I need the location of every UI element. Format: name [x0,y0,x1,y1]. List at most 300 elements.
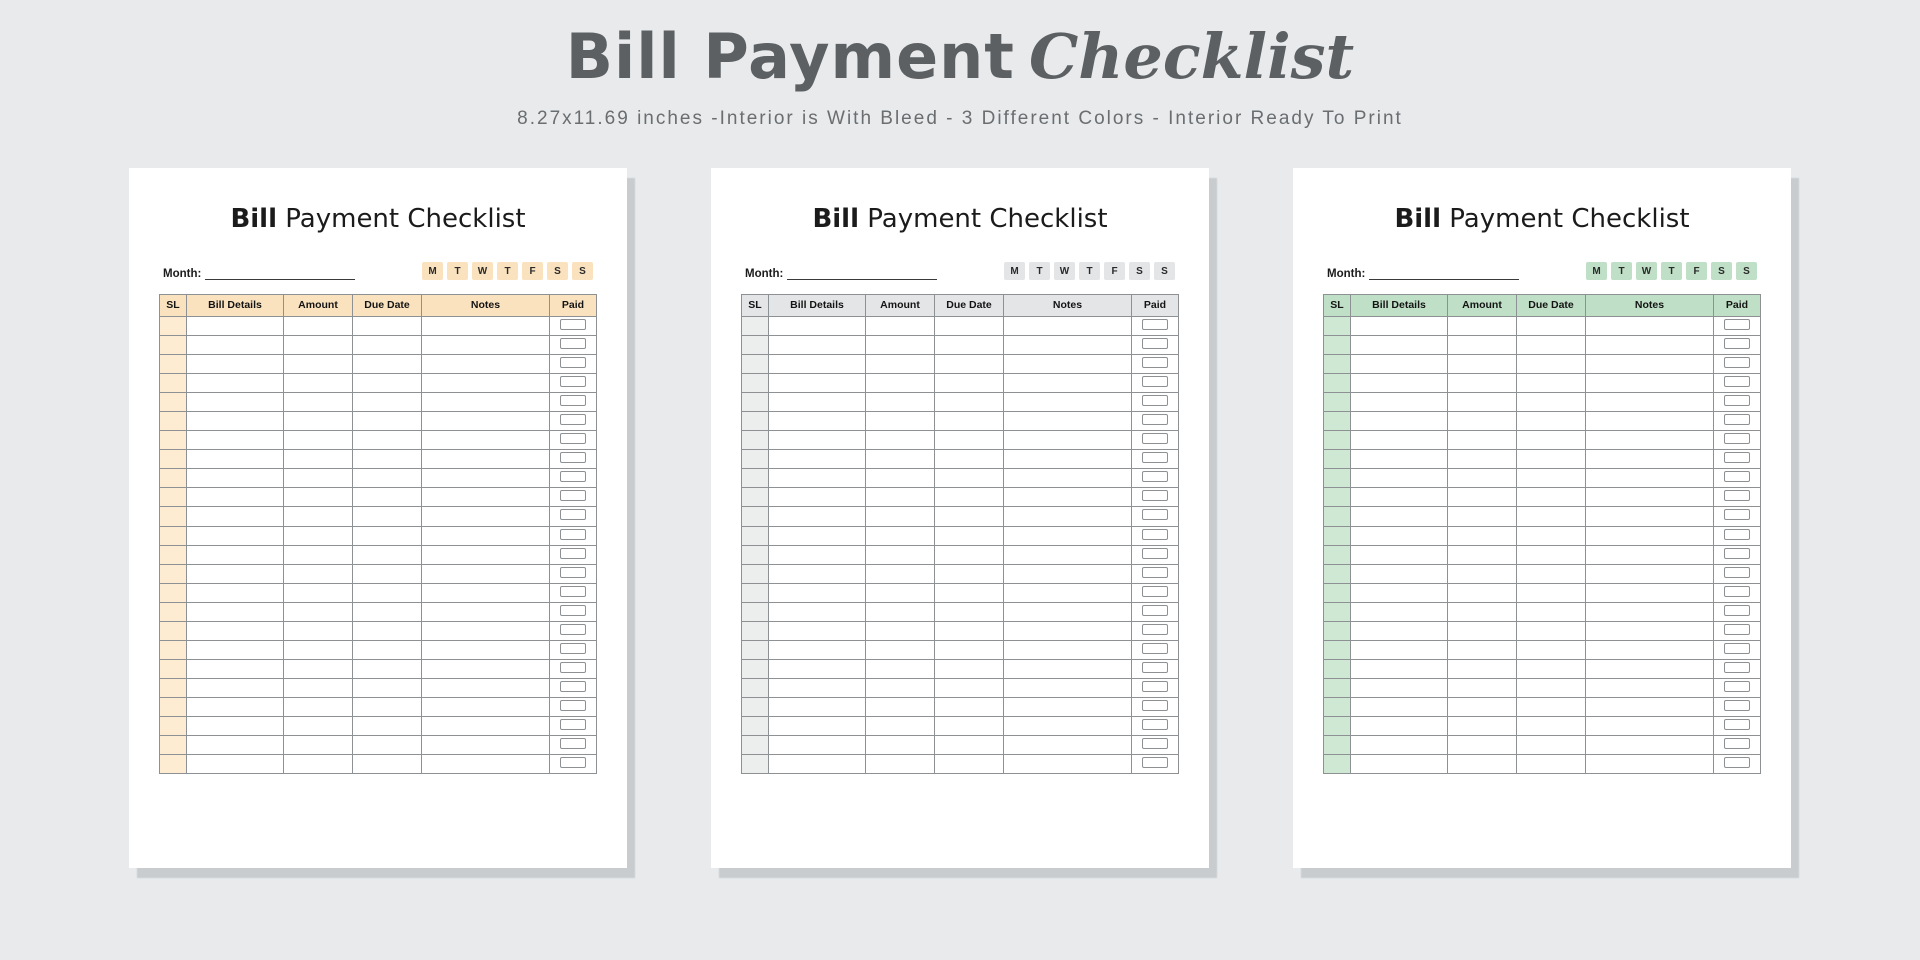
row-cell-amount[interactable] [866,393,935,412]
table-row[interactable] [742,602,1179,621]
row-cell-sl[interactable] [1324,412,1351,431]
table-row[interactable] [742,640,1179,659]
row-cell-amount[interactable] [866,602,935,621]
table-row[interactable] [742,393,1179,412]
table-row[interactable] [160,755,597,774]
row-cell-paid[interactable] [550,583,597,602]
row-cell-due-date[interactable] [935,697,1004,716]
row-cell-amount[interactable] [1448,716,1517,735]
row-cell-sl[interactable] [742,716,769,735]
row-cell-sl[interactable] [742,450,769,469]
paid-checkbox[interactable] [560,738,586,749]
table-row[interactable] [160,736,597,755]
row-cell-amount[interactable] [866,659,935,678]
row-cell-notes[interactable] [1004,602,1132,621]
row-cell-paid[interactable] [550,564,597,583]
row-cell-notes[interactable] [1586,583,1714,602]
sheet-orange[interactable] [129,168,627,868]
row-cell-notes[interactable] [422,678,550,697]
row-cell-notes[interactable] [1586,659,1714,678]
paid-checkbox[interactable] [1142,700,1168,711]
row-cell-amount[interactable] [1448,355,1517,374]
row-cell-sl[interactable] [1324,336,1351,355]
row-cell-notes[interactable] [1004,431,1132,450]
row-cell-paid[interactable] [1132,659,1179,678]
row-cell-bill-details[interactable] [1351,736,1448,755]
row-cell-notes[interactable] [1004,621,1132,640]
row-cell-bill-details[interactable] [769,602,866,621]
row-cell-due-date[interactable] [1517,507,1586,526]
row-cell-sl[interactable] [742,736,769,755]
row-cell-due-date[interactable] [935,317,1004,336]
row-cell-notes[interactable] [422,583,550,602]
row-cell-paid[interactable] [1132,602,1179,621]
row-cell-bill-details[interactable] [769,755,866,774]
day-box-t1[interactable]: T [1611,262,1632,280]
row-cell-bill-details[interactable] [1351,412,1448,431]
row-cell-sl[interactable] [160,640,187,659]
paid-checkbox[interactable] [1142,357,1168,368]
row-cell-sl[interactable] [160,488,187,507]
paid-checkbox[interactable] [1142,452,1168,463]
paid-checkbox[interactable] [1724,681,1750,692]
row-cell-notes[interactable] [422,450,550,469]
row-cell-bill-details[interactable] [187,659,284,678]
row-cell-amount[interactable] [1448,450,1517,469]
row-cell-bill-details[interactable] [1351,583,1448,602]
row-cell-notes[interactable] [1004,659,1132,678]
row-cell-notes[interactable] [1586,564,1714,583]
row-cell-paid[interactable] [1714,716,1761,735]
row-cell-amount[interactable] [866,412,935,431]
row-cell-due-date[interactable] [353,716,422,735]
paid-checkbox[interactable] [1724,509,1750,520]
row-cell-due-date[interactable] [353,736,422,755]
row-cell-bill-details[interactable] [1351,507,1448,526]
day-box-m1[interactable]: M [422,262,443,280]
row-cell-sl[interactable] [1324,621,1351,640]
row-cell-due-date[interactable] [935,507,1004,526]
paid-checkbox[interactable] [1724,529,1750,540]
row-cell-bill-details[interactable] [187,317,284,336]
row-cell-due-date[interactable] [353,336,422,355]
row-cell-amount[interactable] [1448,412,1517,431]
row-cell-amount[interactable] [284,469,353,488]
row-cell-sl[interactable] [160,469,187,488]
row-cell-amount[interactable] [1448,393,1517,412]
row-cell-notes[interactable] [422,431,550,450]
row-cell-paid[interactable] [550,336,597,355]
row-cell-bill-details[interactable] [769,564,866,583]
table-row[interactable] [1324,317,1761,336]
paid-checkbox[interactable] [560,662,586,673]
row-cell-bill-details[interactable] [1351,526,1448,545]
row-cell-paid[interactable] [1132,355,1179,374]
row-cell-amount[interactable] [284,621,353,640]
row-cell-due-date[interactable] [1517,564,1586,583]
table-row[interactable] [1324,526,1761,545]
row-cell-due-date[interactable] [353,450,422,469]
paid-checkbox[interactable] [1724,452,1750,463]
paid-checkbox[interactable] [1142,529,1168,540]
day-box-s1[interactable]: S [1711,262,1732,280]
row-cell-amount[interactable] [866,678,935,697]
row-cell-sl[interactable] [742,336,769,355]
row-cell-sl[interactable] [160,659,187,678]
row-cell-bill-details[interactable] [187,488,284,507]
row-cell-bill-details[interactable] [187,755,284,774]
row-cell-bill-details[interactable] [187,469,284,488]
paid-checkbox[interactable] [1142,338,1168,349]
row-cell-paid[interactable] [550,659,597,678]
row-cell-bill-details[interactable] [769,355,866,374]
row-cell-sl[interactable] [742,317,769,336]
row-cell-paid[interactable] [1132,526,1179,545]
paid-checkbox[interactable] [1724,548,1750,559]
sheet-green[interactable] [1293,168,1791,868]
day-selector[interactable] [1004,262,1175,280]
day-box-w[interactable]: W [472,262,493,280]
row-cell-bill-details[interactable] [769,678,866,697]
day-selector[interactable] [422,262,593,280]
paid-checkbox[interactable] [1142,757,1168,768]
table-row[interactable] [1324,469,1761,488]
table-row[interactable] [1324,678,1761,697]
paid-checkbox[interactable] [1142,719,1168,730]
paid-checkbox[interactable] [1142,509,1168,520]
row-cell-bill-details[interactable] [1351,393,1448,412]
row-cell-sl[interactable] [160,507,187,526]
row-cell-amount[interactable] [284,412,353,431]
row-cell-due-date[interactable] [935,602,1004,621]
table-row[interactable] [160,545,597,564]
row-cell-sl[interactable] [160,355,187,374]
table-row[interactable] [160,716,597,735]
day-box-s1[interactable]: S [547,262,568,280]
row-cell-paid[interactable] [1714,678,1761,697]
row-cell-notes[interactable] [1586,412,1714,431]
table-row[interactable] [742,450,1179,469]
row-cell-due-date[interactable] [935,336,1004,355]
row-cell-notes[interactable] [1004,755,1132,774]
row-cell-bill-details[interactable] [187,583,284,602]
row-cell-sl[interactable] [742,640,769,659]
row-cell-due-date[interactable] [1517,488,1586,507]
row-cell-due-date[interactable] [1517,621,1586,640]
row-cell-bill-details[interactable] [769,488,866,507]
row-cell-amount[interactable] [866,336,935,355]
paid-checkbox[interactable] [1724,700,1750,711]
row-cell-amount[interactable] [866,583,935,602]
paid-checkbox[interactable] [1724,319,1750,330]
row-cell-paid[interactable] [1132,545,1179,564]
table-row[interactable] [160,697,597,716]
row-cell-notes[interactable] [1004,336,1132,355]
row-cell-due-date[interactable] [1517,659,1586,678]
row-cell-due-date[interactable] [1517,317,1586,336]
table-row[interactable] [1324,393,1761,412]
row-cell-bill-details[interactable] [1351,640,1448,659]
row-cell-due-date[interactable] [1517,678,1586,697]
paid-checkbox[interactable] [1724,395,1750,406]
row-cell-notes[interactable] [1004,393,1132,412]
row-cell-amount[interactable] [284,716,353,735]
table-row[interactable] [1324,564,1761,583]
row-cell-amount[interactable] [1448,755,1517,774]
table-row[interactable] [160,583,597,602]
row-cell-paid[interactable] [1714,621,1761,640]
table-row[interactable] [1324,507,1761,526]
row-cell-notes[interactable] [422,488,550,507]
paid-checkbox[interactable] [1724,586,1750,597]
row-cell-sl[interactable] [742,526,769,545]
row-cell-due-date[interactable] [353,317,422,336]
day-box-t2[interactable]: T [1661,262,1682,280]
month-field[interactable] [1327,268,1519,280]
row-cell-bill-details[interactable] [187,716,284,735]
row-cell-sl[interactable] [160,602,187,621]
paid-checkbox[interactable] [560,719,586,730]
row-cell-due-date[interactable] [1517,545,1586,564]
row-cell-amount[interactable] [1448,545,1517,564]
row-cell-due-date[interactable] [1517,583,1586,602]
row-cell-amount[interactable] [284,678,353,697]
row-cell-sl[interactable] [742,583,769,602]
row-cell-notes[interactable] [1004,583,1132,602]
row-cell-bill-details[interactable] [769,640,866,659]
row-cell-paid[interactable] [550,355,597,374]
row-cell-amount[interactable] [866,469,935,488]
row-cell-sl[interactable] [1324,640,1351,659]
row-cell-paid[interactable] [1132,412,1179,431]
row-cell-bill-details[interactable] [187,412,284,431]
paid-checkbox[interactable] [1142,433,1168,444]
row-cell-notes[interactable] [1586,621,1714,640]
table-row[interactable] [1324,412,1761,431]
paid-checkbox[interactable] [1142,681,1168,692]
row-cell-due-date[interactable] [1517,697,1586,716]
row-cell-amount[interactable] [284,640,353,659]
table-row[interactable] [1324,755,1761,774]
row-cell-amount[interactable] [1448,564,1517,583]
row-cell-bill-details[interactable] [769,716,866,735]
paid-checkbox[interactable] [560,586,586,597]
row-cell-bill-details[interactable] [769,450,866,469]
row-cell-amount[interactable] [1448,678,1517,697]
row-cell-notes[interactable] [1586,488,1714,507]
row-cell-bill-details[interactable] [769,583,866,602]
row-cell-amount[interactable] [1448,469,1517,488]
row-cell-paid[interactable] [1714,355,1761,374]
row-cell-notes[interactable] [1586,526,1714,545]
row-cell-sl[interactable] [1324,469,1351,488]
row-cell-paid[interactable] [1714,450,1761,469]
table-row[interactable] [742,678,1179,697]
day-box-m1[interactable]: M [1586,262,1607,280]
row-cell-bill-details[interactable] [1351,469,1448,488]
row-cell-amount[interactable] [866,640,935,659]
row-cell-bill-details[interactable] [769,412,866,431]
table-row[interactable] [742,507,1179,526]
row-cell-due-date[interactable] [935,469,1004,488]
paid-checkbox[interactable] [1724,376,1750,387]
row-cell-sl[interactable] [1324,659,1351,678]
table-row[interactable] [742,564,1179,583]
row-cell-notes[interactable] [1004,317,1132,336]
row-cell-sl[interactable] [1324,507,1351,526]
row-cell-due-date[interactable] [353,526,422,545]
row-cell-amount[interactable] [284,545,353,564]
table-row[interactable] [160,602,597,621]
table-row[interactable] [742,488,1179,507]
table-row[interactable] [1324,736,1761,755]
row-cell-paid[interactable] [550,393,597,412]
paid-checkbox[interactable] [1142,662,1168,673]
row-cell-due-date[interactable] [353,545,422,564]
row-cell-amount[interactable] [1448,488,1517,507]
table-row[interactable] [742,336,1179,355]
row-cell-bill-details[interactable] [187,526,284,545]
row-cell-amount[interactable] [1448,374,1517,393]
paid-checkbox[interactable] [560,357,586,368]
table-row[interactable] [1324,336,1761,355]
row-cell-bill-details[interactable] [1351,450,1448,469]
row-cell-sl[interactable] [742,355,769,374]
row-cell-paid[interactable] [550,736,597,755]
row-cell-paid[interactable] [550,545,597,564]
day-box-f[interactable]: F [1104,262,1125,280]
paid-checkbox[interactable] [1142,548,1168,559]
row-cell-due-date[interactable] [935,526,1004,545]
row-cell-amount[interactable] [866,716,935,735]
row-cell-amount[interactable] [866,450,935,469]
row-cell-notes[interactable] [1586,469,1714,488]
paid-checkbox[interactable] [560,433,586,444]
row-cell-due-date[interactable] [935,374,1004,393]
row-cell-sl[interactable] [742,374,769,393]
paid-checkbox[interactable] [1142,643,1168,654]
row-cell-due-date[interactable] [935,412,1004,431]
paid-checkbox[interactable] [560,509,586,520]
row-cell-due-date[interactable] [1517,640,1586,659]
paid-checkbox[interactable] [1724,757,1750,768]
row-cell-sl[interactable] [1324,450,1351,469]
row-cell-sl[interactable] [742,564,769,583]
row-cell-notes[interactable] [422,697,550,716]
row-cell-sl[interactable] [160,583,187,602]
row-cell-sl[interactable] [1324,564,1351,583]
row-cell-paid[interactable] [1714,526,1761,545]
row-cell-bill-details[interactable] [1351,336,1448,355]
row-cell-amount[interactable] [284,507,353,526]
row-cell-amount[interactable] [1448,736,1517,755]
paid-checkbox[interactable] [560,681,586,692]
row-cell-paid[interactable] [1132,564,1179,583]
table-row[interactable] [742,431,1179,450]
paid-checkbox[interactable] [560,548,586,559]
row-cell-due-date[interactable] [1517,450,1586,469]
day-selector[interactable] [1586,262,1757,280]
month-input-line[interactable] [1369,268,1519,280]
row-cell-notes[interactable] [422,374,550,393]
row-cell-paid[interactable] [1714,507,1761,526]
paid-checkbox[interactable] [560,395,586,406]
row-cell-sl[interactable] [160,374,187,393]
row-cell-bill-details[interactable] [769,469,866,488]
row-cell-notes[interactable] [1586,507,1714,526]
row-cell-due-date[interactable] [353,659,422,678]
row-cell-due-date[interactable] [353,583,422,602]
row-cell-paid[interactable] [550,507,597,526]
row-cell-bill-details[interactable] [187,507,284,526]
day-box-f[interactable]: F [1686,262,1707,280]
row-cell-bill-details[interactable] [187,355,284,374]
row-cell-amount[interactable] [866,621,935,640]
paid-checkbox[interactable] [560,490,586,501]
row-cell-due-date[interactable] [1517,431,1586,450]
row-cell-due-date[interactable] [353,602,422,621]
paid-checkbox[interactable] [1142,738,1168,749]
paid-checkbox[interactable] [1724,605,1750,616]
row-cell-notes[interactable] [1004,412,1132,431]
day-box-s2[interactable]: S [1154,262,1175,280]
row-cell-bill-details[interactable] [187,450,284,469]
paid-checkbox[interactable] [1142,624,1168,635]
paid-checkbox[interactable] [560,567,586,578]
row-cell-sl[interactable] [160,412,187,431]
row-cell-notes[interactable] [1004,716,1132,735]
row-cell-notes[interactable] [1004,355,1132,374]
row-cell-sl[interactable] [742,412,769,431]
row-cell-paid[interactable] [550,374,597,393]
row-cell-paid[interactable] [1132,393,1179,412]
row-cell-bill-details[interactable] [1351,355,1448,374]
row-cell-sl[interactable] [1324,431,1351,450]
table-row[interactable] [160,355,597,374]
day-box-m1[interactable]: M [1004,262,1025,280]
row-cell-bill-details[interactable] [187,431,284,450]
table-row[interactable] [160,507,597,526]
row-cell-bill-details[interactable] [1351,431,1448,450]
row-cell-sl[interactable] [742,393,769,412]
row-cell-due-date[interactable] [935,450,1004,469]
paid-checkbox[interactable] [560,376,586,387]
row-cell-sl[interactable] [742,602,769,621]
paid-checkbox[interactable] [1142,376,1168,387]
row-cell-paid[interactable] [1714,374,1761,393]
row-cell-paid[interactable] [550,678,597,697]
row-cell-bill-details[interactable] [769,374,866,393]
row-cell-paid[interactable] [1714,488,1761,507]
row-cell-amount[interactable] [284,374,353,393]
row-cell-bill-details[interactable] [187,545,284,564]
row-cell-sl[interactable] [1324,317,1351,336]
table-row[interactable] [1324,640,1761,659]
row-cell-notes[interactable] [1004,640,1132,659]
row-cell-paid[interactable] [1714,659,1761,678]
row-cell-amount[interactable] [866,697,935,716]
row-cell-amount[interactable] [284,583,353,602]
table-row[interactable] [160,659,597,678]
row-cell-paid[interactable] [550,621,597,640]
row-cell-sl[interactable] [1324,583,1351,602]
table-row[interactable] [1324,697,1761,716]
row-cell-bill-details[interactable] [187,697,284,716]
row-cell-due-date[interactable] [1517,602,1586,621]
row-cell-bill-details[interactable] [769,526,866,545]
row-cell-notes[interactable] [1586,716,1714,735]
row-cell-notes[interactable] [422,602,550,621]
